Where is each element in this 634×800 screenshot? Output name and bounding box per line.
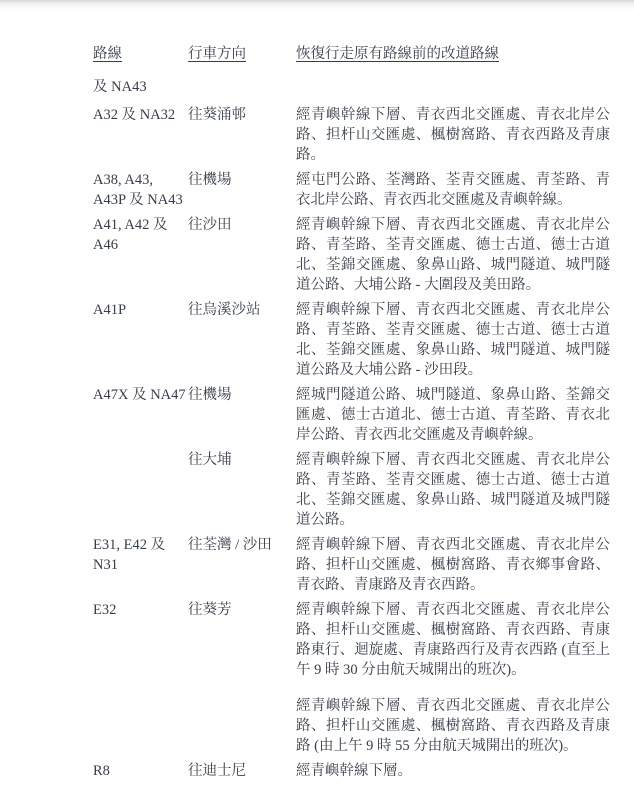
route-cell: E32 — [93, 602, 117, 618]
route-cell: A38, A43, A43P 及 NA43 — [93, 172, 183, 208]
route-cell: A41, A42 及 A46 — [93, 217, 168, 253]
direction-cell: 往機場 — [188, 172, 232, 188]
header-diversion: 恢復行走原有路線前的改道路線 — [296, 46, 499, 62]
diversion-paragraph: 經青嶼幹線下層、青衣西北交匯處、青衣北岸公路、担杆山交匯處、楓樹窩路、青衣西路及青康路。 — [296, 107, 610, 163]
diversion-cell — [296, 385, 610, 445]
diversion-cell — [296, 170, 610, 210]
route-cell: 及 NA43 — [93, 79, 147, 95]
route-cell: A32 及 NA32 — [93, 107, 176, 123]
direction-cell: 往荃灣 / 沙田 — [188, 537, 272, 553]
diversion-cell — [296, 535, 610, 595]
diversion-paragraph: 經青嶼幹線下層、青衣西北交匯處、青衣北岸公路、担杆山交匯處、楓樹窩路、青衣西路及青康路 (由上午 9 時 55 分由航天城開出的班次)。 — [296, 698, 610, 754]
table-row — [93, 300, 634, 380]
diversion-paragraph: 經青嶼幹線下層、青衣西北交匯處、青衣北岸公路、青荃路、荃青交匯處、德士古道、德士古道北、荃錦交匯處、象鼻山路、城門隧道、城門隧道公路及大埔公路 - 沙田段。 — [296, 302, 610, 378]
diversion-cell — [296, 300, 610, 380]
route-cell: A47X 及 NA47 — [93, 387, 186, 403]
route-continuation-row — [93, 77, 634, 97]
table-row — [93, 600, 634, 756]
route-cell: E31, E42 及 N31 — [93, 537, 166, 573]
table-row — [93, 535, 634, 595]
direction-cell: 往機場 — [188, 387, 232, 403]
diversion-paragraph: 經青嶼幹線下層、青衣西北交匯處、青衣北岸公路、担杆山交匯處、楓樹窩路、青衣西路、青康路東行、迴旋處、青康路西行及青衣西路 (直至上午 9 時 30 分由航天城開出的班次)。 — [296, 602, 610, 678]
table-row — [93, 105, 634, 165]
direction-cell: 往葵芳 — [188, 602, 232, 618]
diversion-cell — [296, 450, 610, 530]
diversion-paragraph: 經屯門公路、荃灣路、荃青交匯處、青荃路、青衣北岸公路、青衣西北交匯處及青嶼幹線。 — [296, 172, 610, 208]
diversion-paragraph: 經城門隧道公路、城門隧道、象鼻山路、荃錦交匯處、德士古道北、德士古道、青荃路、青衣北岸公路、青衣西北交匯處及青嶼幹線。 — [296, 387, 610, 443]
direction-cell: 往沙田 — [188, 217, 232, 233]
table-row — [93, 761, 634, 781]
diversion-paragraph: 經青嶼幹線下層。 — [296, 763, 412, 779]
table-row — [93, 385, 634, 445]
diversion-cell — [296, 600, 610, 756]
direction-cell: 往葵涌邨 — [188, 107, 246, 123]
route-cell: R8 — [93, 763, 110, 779]
direction-cell: 往烏溪沙站 — [188, 302, 261, 318]
diversion-cell — [296, 105, 610, 165]
table-row — [93, 215, 634, 295]
table-row — [93, 450, 634, 530]
header-route: 路線 — [93, 46, 122, 62]
diversion-cell — [296, 761, 610, 781]
diversion-paragraph: 經青嶼幹線下層、青衣西北交匯處、青衣北岸公路、青荃路、荃青交匯處、德士古道、德士古道北、荃錦交匯處、象鼻山路、城門隧道、城門隧道公路、大埔公路 - 大圍段及美田路。 — [296, 217, 610, 293]
header-direction: 行車方向 — [188, 46, 246, 62]
direction-cell: 往大埔 — [188, 452, 232, 468]
table-header-row — [93, 44, 634, 64]
direction-cell: 往迪士尼 — [188, 763, 246, 779]
diversion-paragraph: 經青嶼幹線下層、青衣西北交匯處、青衣北岸公路、青荃路、荃青交匯處、德士古道、德士古道北、荃錦交匯處、象鼻山路、城門隧道及城門隧道公路。 — [296, 452, 610, 528]
diversion-cell — [296, 215, 610, 295]
table-row — [93, 170, 634, 210]
table-body — [93, 105, 634, 781]
route-cell: A41P — [93, 302, 127, 318]
diversion-paragraph: 經青嶼幹線下層、青衣西北交匯處、青衣北岸公路、担杆山交匯處、楓樹窩路、青衣鄉事會路、青衣路、青康路及青衣西路。 — [296, 537, 610, 593]
